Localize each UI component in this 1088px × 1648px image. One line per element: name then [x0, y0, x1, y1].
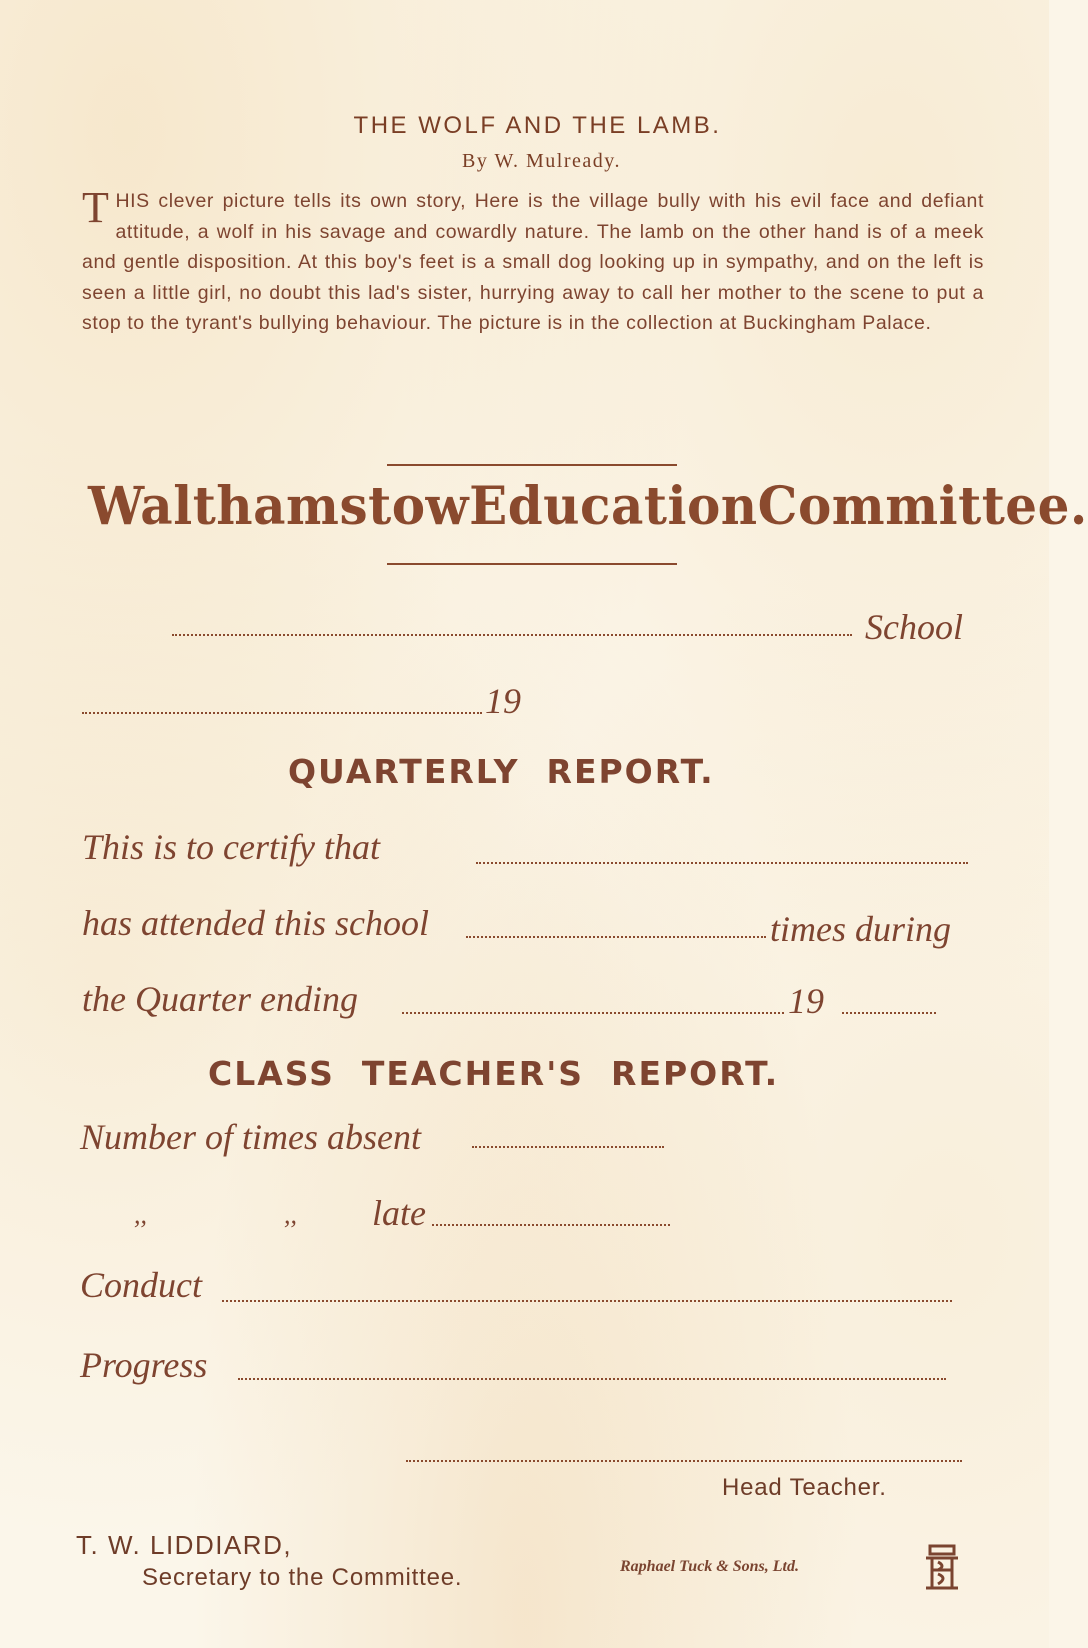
secretary-name: T. W. LIDDIARD,: [76, 1530, 293, 1560]
pupil-name-field[interactable]: [476, 862, 968, 864]
committee-word-1: Walthamstow: [88, 474, 470, 537]
quarter-year-field[interactable]: [842, 1012, 936, 1014]
publisher-monogram-icon: [920, 1542, 964, 1594]
date-field[interactable]: [82, 712, 482, 714]
top-rule: [387, 464, 677, 466]
progress-label: Progress: [80, 1345, 208, 1385]
progress-field[interactable]: [238, 1378, 946, 1380]
year-prefix: 19: [485, 681, 521, 721]
school-name-field[interactable]: [172, 634, 852, 636]
late-label: late: [372, 1193, 426, 1233]
absent-label: Number of times absent: [80, 1117, 421, 1157]
absent-count-field[interactable]: [472, 1146, 664, 1148]
picture-title: THE WOLF AND THE LAMB.: [353, 112, 722, 139]
late-count-field[interactable]: [432, 1224, 670, 1226]
certify-label: This is to certify that: [82, 827, 381, 867]
description-dropcap: T: [82, 183, 110, 232]
conduct-field[interactable]: [222, 1300, 952, 1302]
quarter-ending-label: the Quarter ending: [82, 979, 358, 1019]
picture-description: [82, 183, 984, 339]
secretary-title: Secretary to the Committee.: [142, 1564, 463, 1591]
quarter-year-prefix: 19: [788, 981, 824, 1021]
school-label: School: [865, 607, 963, 647]
conduct-label: Conduct: [80, 1265, 202, 1305]
quarter-date-field[interactable]: [402, 1012, 784, 1014]
description-text: HIS clever picture tells its own story, Here is the village bully with his evil face and defiant attitude, a wolf in his savage and cowardly nature. The lamb on the other hand is of a meek and gentle disposition. At this boy's feet is a small dog looking up in sympathy, and on the left is seen a little girl, no doubt this lad's sister, hurrying away to call her mother to the scene to put a stop to the tyrant's bullying behaviour. The picture is in the collection at Buckingham Palace.: [82, 190, 984, 334]
committee-word-2: Education: [469, 474, 758, 537]
ditto-mark-1: ,,: [134, 1200, 147, 1229]
ditto-mark-2: ,,: [284, 1200, 297, 1229]
times-during-label: times during: [770, 909, 952, 949]
head-teacher-signature-field[interactable]: [406, 1460, 962, 1462]
publisher-imprint: Raphael Tuck & Sons, Ltd.: [620, 1558, 799, 1575]
attended-label: has attended this school: [82, 903, 429, 943]
bottom-rule: [387, 563, 677, 565]
committee-word-3: Committee.: [757, 474, 1088, 537]
head-teacher-label: Head Teacher.: [722, 1474, 887, 1501]
committee-name: [88, 474, 1088, 537]
picture-byline: By W. Mulready.: [462, 150, 621, 172]
attendance-count-field[interactable]: [466, 936, 766, 938]
quarterly-report-heading: QUARTERLY REPORT.: [288, 752, 715, 791]
class-teacher-report-heading: CLASS TEACHER'S REPORT.: [208, 1054, 780, 1093]
